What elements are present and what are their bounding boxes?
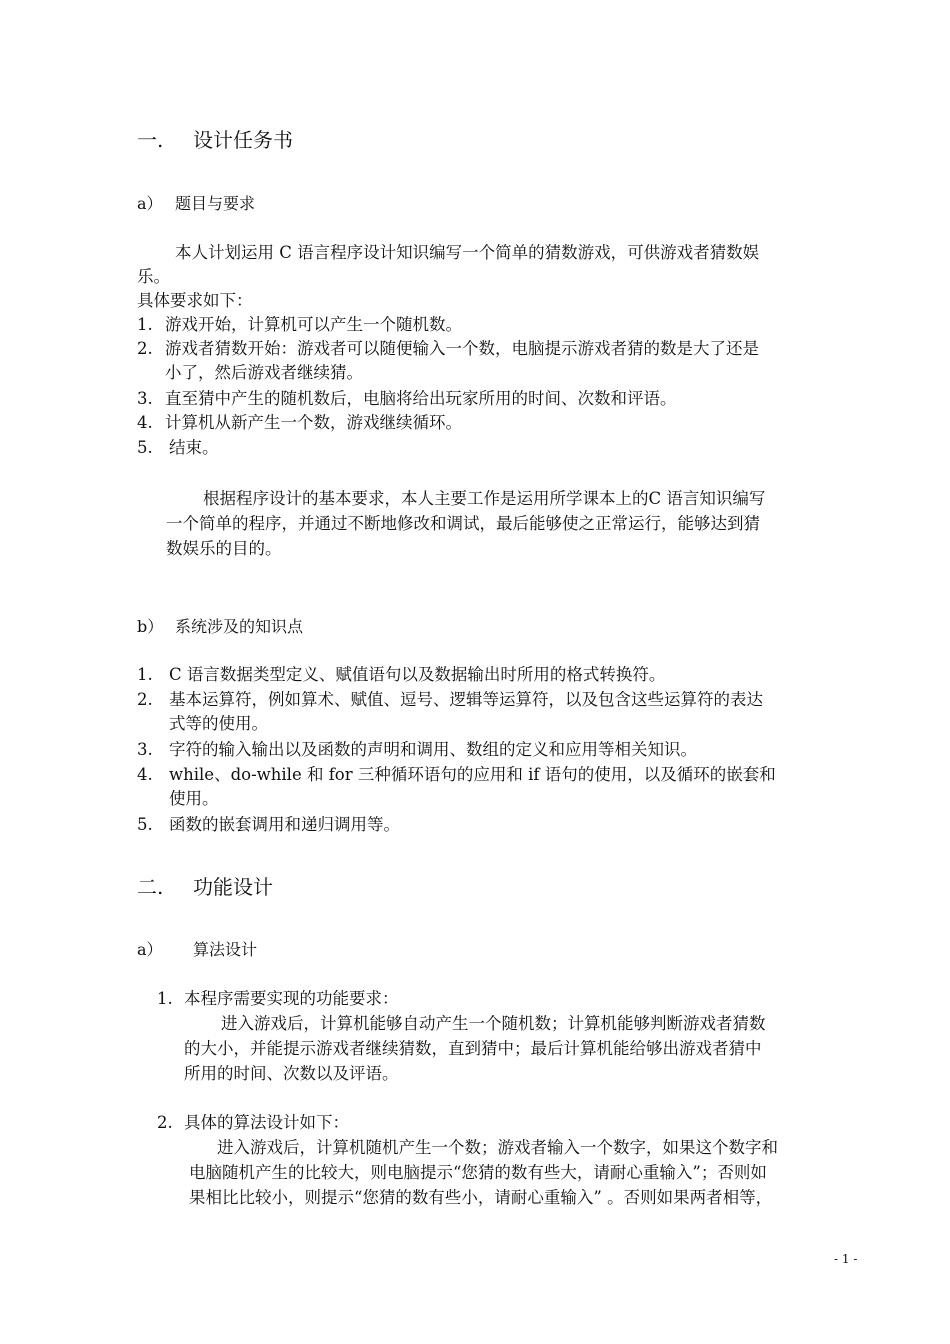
intro-line-2: 乐。 — [137, 267, 170, 286]
knowledge-item — [137, 663, 877, 687]
subsection-2a-heading — [137, 937, 257, 960]
requirement-item — [137, 387, 877, 411]
list-text: 游戏开始，计算机可以产生一个随机数。 — [165, 315, 462, 334]
requirement-item — [137, 411, 877, 435]
list-text: 果相比比较小，则提示“您猜的数有些小，请耐心重输入” 。否则如果两者相等， — [189, 1188, 773, 1207]
summary-line: 一个简单的程序，并通过不断地修改和调试，最后能够使之正常运行，能够达到猜 — [166, 514, 760, 533]
knowledge-item — [137, 813, 877, 837]
algorithm-item — [157, 987, 877, 1087]
list-number: 2. — [137, 339, 153, 358]
subsection-2a-title: 算法设计 — [193, 940, 258, 959]
list-text: 式等的使用。 — [169, 714, 268, 733]
subsection-1a-label: a） — [137, 194, 163, 213]
section-1-number: 一. — [137, 128, 164, 152]
list-text: 函数的嵌套调用和递归调用等。 — [169, 815, 400, 834]
list-text: C 语言数据类型定义、赋值语句以及数据输出时所用的格式转换符。 — [169, 665, 666, 684]
list-text: while、do-while 和 for 三种循环语句的应用和 if 语句的使用，以及循环的嵌套和 — [169, 765, 776, 784]
subsection-1b-heading — [137, 614, 303, 637]
list-number: 2. — [157, 1113, 173, 1132]
list-heading: 具体的算法设计如下： — [184, 1113, 349, 1132]
list-text: 计算机从新产生一个数，游戏继续循环。 — [165, 413, 462, 432]
knowledge-item — [137, 688, 877, 736]
list-number: 4. — [137, 765, 153, 784]
list-number: 4. — [137, 413, 153, 432]
requirement-item — [137, 436, 877, 460]
intro-line-1: 本人计划运用 C 语言程序设计知识编写一个简单的猜数游戏，可供游戏者猜数娱 — [175, 243, 760, 262]
list-text: 进入游戏后，计算机随机产生一个数；游戏者输入一个数字，如果这个数字和 — [217, 1138, 778, 1157]
list-text: 游戏者猜数开始：游戏者可以随便输入一个数，电脑提示游戏者猜的数是大了还是 — [165, 339, 759, 358]
list-text: 的大小，并能提示游戏者继续猜数，直到猜中；最后计算机能给够出游戏者猜中 — [184, 1039, 762, 1058]
list-text: 结束。 — [169, 438, 219, 457]
subsection-2a-label: a） — [137, 940, 163, 959]
knowledge-item — [137, 763, 877, 811]
list-text: 基本运算符，例如算术、赋值、逗号、逻辑等运算符，以及包含这些运算符的表达 — [169, 690, 763, 709]
section-2-heading — [137, 871, 273, 900]
section-2-title: 功能设计 — [193, 875, 273, 899]
knowledge-item — [137, 738, 877, 762]
requirement-item — [137, 313, 877, 337]
list-text: 使用。 — [169, 789, 219, 808]
requirement-item — [137, 337, 877, 385]
algorithm-item — [157, 1111, 877, 1211]
list-number: 2. — [137, 690, 153, 709]
list-number: 5. — [137, 438, 153, 457]
list-number: 1. — [157, 989, 173, 1008]
list-number: 3. — [137, 389, 153, 408]
subsection-1b-title: 系统涉及的知识点 — [175, 617, 304, 636]
subsection-1a-heading — [137, 191, 255, 214]
summary-line: 数娱乐的目的。 — [166, 539, 282, 558]
list-text: 字符的输入输出以及函数的声明和调用、数组的定义和应用等相关知识。 — [169, 740, 697, 759]
subsection-1a-title: 题目与要求 — [175, 194, 256, 213]
list-text: 小了，然后游戏者继续猜。 — [165, 363, 363, 382]
page-number: - 1 - — [834, 1252, 858, 1266]
list-number: 3. — [137, 740, 153, 759]
list-text: 进入游戏后，计算机能够自动产生一个随机数；计算机能够判断游戏者猜数 — [221, 1014, 766, 1033]
list-heading: 本程序需要实现的功能要求： — [184, 989, 399, 1008]
list-text: 电脑随机产生的比较大，则电脑提示“您猜的数有些大，请耐心重输入”；否则如 — [189, 1163, 767, 1182]
list-number: 1. — [137, 315, 153, 334]
section-1-title: 设计任务书 — [193, 128, 293, 152]
list-number: 1. — [137, 665, 153, 684]
list-text: 所用的时间、次数以及评语。 — [184, 1064, 399, 1083]
section-1-heading — [137, 124, 293, 153]
list-number: 5. — [137, 815, 153, 834]
list-text: 直至猜中产生的随机数后，电脑将给出玩家所用的时间、次数和评语。 — [165, 389, 677, 408]
requirements-heading: 具体要求如下： — [137, 291, 253, 310]
section-2-number: 二. — [137, 875, 164, 899]
summary-line: 根据程序设计的基本要求，本人主要工作是运用所学课本上的C 语言知识编写 — [203, 489, 766, 508]
subsection-1b-label: b） — [137, 617, 164, 636]
